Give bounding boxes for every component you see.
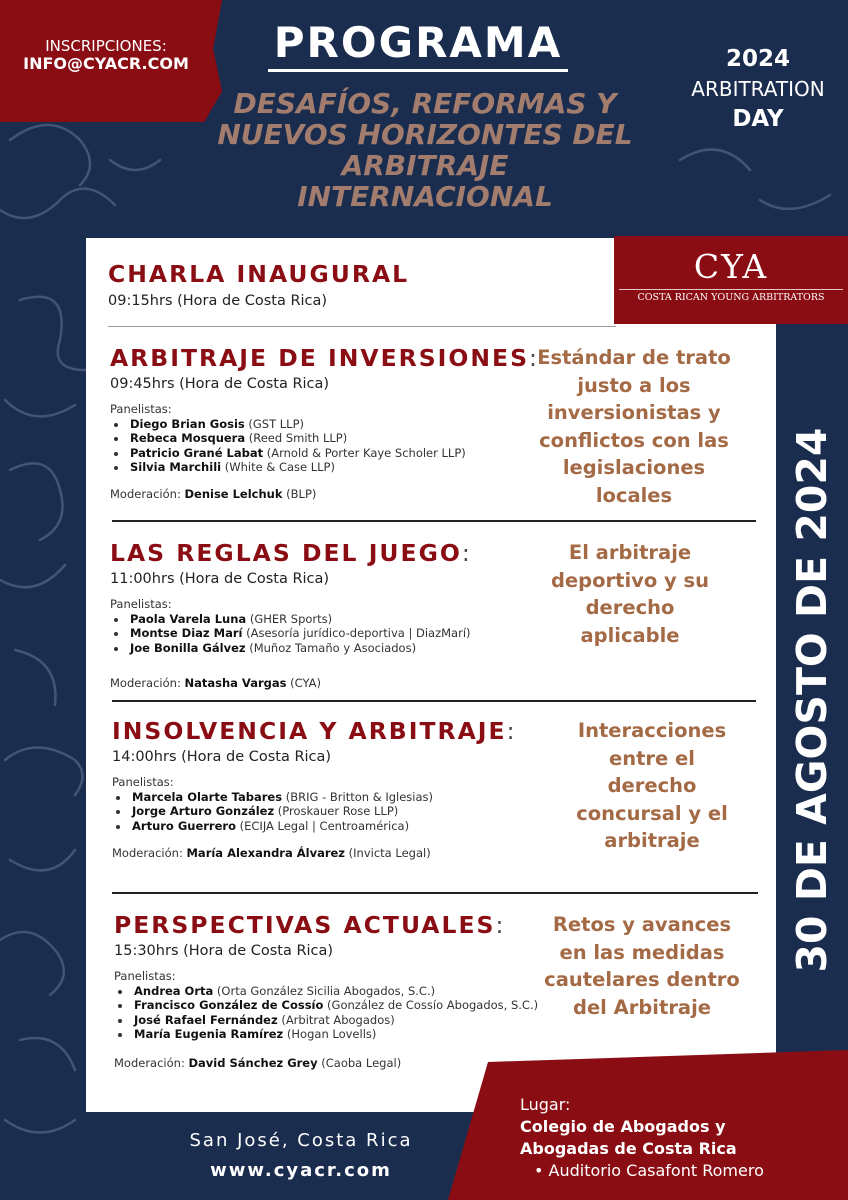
panelist: • Andrea Orta (Orta González Sicilia Abogados, S.C.) xyxy=(132,984,542,999)
moderation: Moderación: Denise Lelchuk (BLP) xyxy=(110,486,317,501)
event-date: 30 DE AGOSTO DE 2024 xyxy=(788,427,836,973)
session-block xyxy=(110,539,472,691)
moderation: Moderación: David Sánchez Grey (Caoba Legal) xyxy=(114,1055,402,1070)
divider xyxy=(108,326,616,327)
venue-name: Abogadas de Costa Rica xyxy=(520,1139,737,1158)
opening-title: CHARLA INAUGURAL xyxy=(108,260,410,288)
panelists xyxy=(110,402,539,501)
panelist: • Rebeca Mosquera (Reed Smith LLP) xyxy=(128,431,539,446)
registration-info xyxy=(0,38,212,73)
panelists: Panelistas: • Marcela Olarte Tabares (BRIG - Britton & Iglesias) • Jorge Arturo González (Proskauer Rose LLP) • Arturo Guerrero (ECIJA Legal | Centroamérica) Moderación: María Alexandra Álvarez (Invicta Legal) xyxy=(112,775,517,861)
event-name-text: ARBITRATION xyxy=(691,77,825,101)
session-topic: Retos y avances en las medidas cautelares dentro del Arbitraje xyxy=(544,913,740,1019)
panelist: • Francisco González de Cossío (González de Cossío Abogados, S.C.) xyxy=(132,998,542,1013)
subtitle-line: NUEVOS HORIZONTES DEL xyxy=(217,118,633,151)
subtitle-line: DESAFÍOS, REFORMAS Y xyxy=(233,87,617,120)
page-title: PROGRAMA xyxy=(273,18,563,67)
session-time: 14:00hrs (Hora de Costa Rica) xyxy=(112,749,332,765)
panelist: • Montse Diaz Marí (Asesoría jurídico-deportiva | DiazMarí) xyxy=(128,626,472,641)
subtitle-line: INTERNACIONAL xyxy=(297,180,553,213)
panelists: Panelistas: • Paola Varela Luna (GHER Sports) • Montse Diaz Marí (Asesoría jurídico-deportiva | DiazMarí) • Joe Bonilla Gálvez (Muñoz Tamaño y Asociados) Moderación: Natasha Vargas (CYA) xyxy=(110,597,472,691)
subtitle-line: ARBITRAJE xyxy=(341,149,509,182)
panelist: • Marcela Olarte Tabares (BRIG - Britton & Iglesias) xyxy=(130,790,517,805)
session-topic: El arbitraje deportivo y su derecho aplicable xyxy=(550,541,710,647)
session-time: 15:30hrs (Hora de Costa Rica) xyxy=(114,943,334,959)
opening-time: 09:15hrs (Hora de Costa Rica) xyxy=(108,293,328,309)
session-block xyxy=(112,717,517,861)
session-time: 11:00hrs (Hora de Costa Rica) xyxy=(110,571,330,587)
session-topic: Estándar de trato justo a los inversionistas y conflictos con las legislaciones locales xyxy=(537,346,731,507)
session-block xyxy=(110,344,539,501)
event-year: 2024 xyxy=(725,46,790,72)
logo-divider xyxy=(619,289,843,290)
venue-room: • Auditorio Casafont Romero xyxy=(534,1161,764,1180)
venue-label: Lugar: xyxy=(520,1095,571,1114)
panelist: • Silvia Marchili (White & Case LLP) xyxy=(128,460,539,475)
panelist: • Joe Bonilla Gálvez (Muñoz Tamaño y Asociados) xyxy=(128,641,472,656)
event-subtitle xyxy=(190,88,660,212)
session-title: INSOLVENCIA Y ARBITRAJE: xyxy=(112,717,517,745)
footer-city: San José, Costa Rica xyxy=(189,1130,413,1151)
divider xyxy=(112,520,756,522)
divider xyxy=(112,892,758,894)
venue-name: Colegio de Abogados y xyxy=(520,1117,726,1136)
session-title: ARBITRAJE DE INVERSIONES: xyxy=(110,344,539,372)
moderation: Moderación: María Alexandra Álvarez (Invicta Legal) xyxy=(112,846,431,860)
moderation: Moderación: Natasha Vargas (CYA) xyxy=(110,676,321,690)
panelist: • Patricio Grané Labat (Arnold & Porter Kaye Scholer LLP) xyxy=(128,446,539,461)
panelist: • José Rafael Fernández (Arbitrat Abogados) xyxy=(132,1013,542,1028)
divider xyxy=(112,700,756,702)
session-topic: Interacciones entre el derecho concursal y el arbitraje xyxy=(576,719,728,852)
logo-text: CYA xyxy=(693,247,769,286)
session-block xyxy=(114,911,542,1070)
venue-info xyxy=(520,1094,764,1182)
session-time: 09:45hrs (Hora de Costa Rica) xyxy=(110,376,330,392)
logo-subtitle: COSTA RICAN YOUNG ARBITRATORS xyxy=(637,292,825,303)
event-day: DAY xyxy=(732,106,784,132)
registration-label: INSCRIPCIONES: xyxy=(45,37,167,55)
panelists: Panelistas: • Andrea Orta (Orta González Sicilia Abogados, S.C.) • Francisco González de Cossío (González de Cossío Abogados, S.C.) • José Rafael Fernández (Arbitrat Abogados) • María Eugenia Ramírez (Hogan Lovells) Moderación: David Sánchez Grey (Caoba Legal) xyxy=(114,969,542,1070)
panelist: • Diego Brian Gosis (GST LLP) xyxy=(128,417,539,432)
registration-email[interactable]: INFO@CYACR.COM xyxy=(23,54,189,73)
title-underline xyxy=(268,69,568,72)
panelist: • Paola Varela Luna (GHER Sports) xyxy=(128,612,472,627)
panelist: • María Eugenia Ramírez (Hogan Lovells) xyxy=(132,1027,542,1042)
footer-website[interactable]: www.cyacr.com xyxy=(210,1160,392,1181)
panelist: • Jorge Arturo González (Proskauer Rose LLP) xyxy=(130,804,517,819)
session-title: LAS REGLAS DEL JUEGO: xyxy=(110,539,472,567)
session-title: PERSPECTIVAS ACTUALES: xyxy=(114,911,506,939)
panelists-label: Panelistas: xyxy=(110,402,172,416)
panelist: • Arturo Guerrero (ECIJA Legal | Centroamérica) xyxy=(130,819,517,834)
event-name xyxy=(670,44,846,134)
